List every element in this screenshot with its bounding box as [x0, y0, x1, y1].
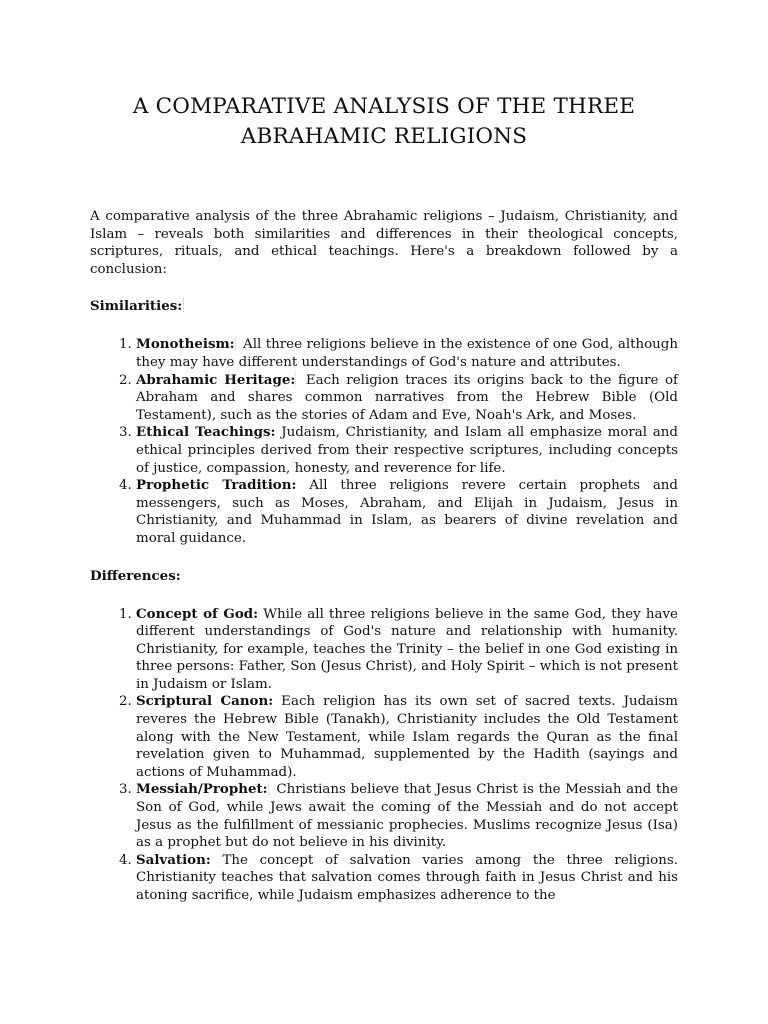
list-item: [136, 606, 678, 694]
list-item-text: Each religion traces its origins back to the figure of Abraham and shares common narratives from the Hebrew Bible (Old Testament), such as the stories of Adam and Eve, Noah's Ark, and Moses.: [136, 372, 678, 423]
document-body: [90, 208, 678, 905]
list-item: [136, 372, 678, 425]
list-item-term: Ethical Teachings:: [136, 424, 276, 441]
list-item-term: Scriptural Canon:: [136, 693, 274, 710]
list-item-term: Messiah/Prophet:: [136, 781, 268, 798]
list-item-text: While all three religions believe in the same God, they have different understandings of God's nature and relationship with humanity. Christianity, for example, teaches the Trinity – the belief in one God existing in three persons: Father, Son (Jesus Christ), and Holy Spirit – which is not present in Judaism or Islam.: [136, 606, 678, 692]
list-item-text: The concept of salvation varies among the three religions. Christianity teaches that salvation comes through faith in Jesus Christ and his atoning sacrifice, while Judaism emphasizes adherence to the: [136, 852, 678, 903]
text-cursor-marker: [268, 782, 270, 795]
title-line-1: A COMPARATIVE ANALYSIS OF THE THREE: [132, 94, 636, 119]
text-cursor-marker: [295, 373, 297, 386]
list-item: [136, 336, 678, 371]
list-item: [136, 852, 678, 905]
differences-heading: [90, 568, 678, 586]
list-item-term: Concept of God:: [136, 605, 259, 622]
list-item: [136, 781, 678, 851]
list-item-text: Each religion has its own set of sacred texts. Judaism reveres the Hebrew Bible (Tanakh), Christianity includes the Old Testament along with the New Testament, while Islam regards the Quran as the final revelation given to Muhammad, supplemented by the Hadith (sayings and actions of Muhammad).: [136, 694, 678, 780]
list-item: [136, 424, 678, 477]
list-item-text: All three religions believe in the existence of one God, although they may have different understandings of God's nature and attributes.: [136, 337, 678, 370]
list-item-term: Abrahamic Heritage:: [136, 371, 296, 388]
title-line-2: ABRAHAMIC RELIGIONS: [240, 124, 528, 149]
list-item-text: Judaism, Christianity, and Islam all emphasize moral and ethical principles derived from their respective scriptures, including concepts of justice, compassion, honesty, and reverence for life.: [136, 425, 678, 476]
text-cursor-marker: [235, 337, 237, 350]
list-item: [136, 477, 678, 547]
list-item: [136, 693, 678, 781]
page-title: [60, 92, 708, 152]
intro-paragraph: A comparative analysis of the three Abrahamic religions – Judaism, Christianity, and Islam – reveals both similarities and differences in their theological concepts, scriptures, rituals, and ethical teachings. Here's a breakdown followed by a conclusion:: [90, 209, 678, 277]
differences-heading-text: Differences:: [90, 567, 181, 584]
list-item-text: Christians believe that Jesus Christ is the Messiah and the Son of God, while Jews await the coming of the Messiah and do not accept Jesus as the fulfillment of messianic prophecies. Muslims recognize Jesus (Isa) as a prophet but do not believe in his divinity.: [136, 782, 678, 851]
list-item-text: All three religions revere certain prophets and messengers, such as Moses, Abraham, and Elijah in Judaism, Jesus in Christianity, and Muhammad in Islam, as bearers of divine revelation and moral guidance.: [136, 478, 678, 546]
similarities-list: [90, 336, 678, 547]
similarities-heading: [90, 298, 678, 316]
list-item-term: Salvation:: [136, 851, 211, 868]
list-item-term: Monotheism:: [136, 336, 235, 353]
differences-list: [90, 606, 678, 905]
list-item-term: Prophetic Tradition:: [136, 477, 297, 494]
text-cursor-marker: [183, 298, 186, 312]
similarities-heading-text: Similarities:: [90, 298, 183, 315]
